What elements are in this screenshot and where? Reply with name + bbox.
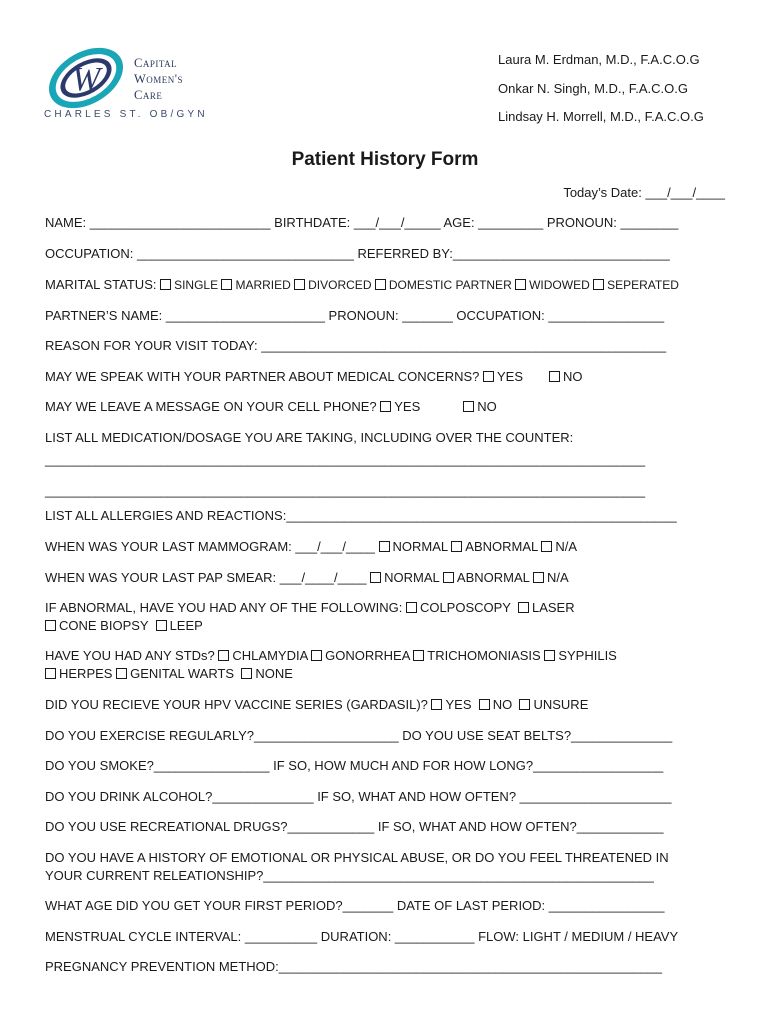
first-period-line[interactable]: WHAT AGE DID YOU GET YOUR FIRST PERIOD?_______ DATE OF LAST PERIOD: ________________ bbox=[45, 898, 665, 913]
doctor-name: Onkar N. Singh, M.D., F.A.C.O.G bbox=[498, 80, 688, 96]
laser-label: LASER bbox=[531, 600, 575, 615]
checkbox-syphilis[interactable] bbox=[544, 650, 555, 661]
checkbox-hpv-yes[interactable] bbox=[431, 699, 442, 710]
mammogram-na-label: N/A bbox=[555, 539, 578, 554]
pap-smear-line bbox=[45, 570, 569, 586]
speak-no-label: NO bbox=[563, 369, 583, 384]
reason-line[interactable]: REASON FOR YOUR VISIT TODAY: ________________________________________________________ bbox=[45, 338, 667, 353]
leep-label: LEEP bbox=[169, 618, 203, 633]
todays-date-field[interactable]: Today’s Date: ___/___/____ bbox=[563, 185, 725, 200]
hpv-line bbox=[45, 697, 588, 713]
checkbox-pap-abnormal[interactable] bbox=[443, 572, 454, 583]
trichomoniasis-label: TRICHOMONIASIS bbox=[427, 648, 541, 663]
checkbox-single[interactable] bbox=[160, 279, 171, 290]
logo-line-1: Capital bbox=[134, 56, 178, 70]
mammogram-label: WHEN WAS YOUR LAST MAMMOGRAM: ___/___/____ bbox=[45, 539, 379, 554]
checkbox-mammogram-normal[interactable] bbox=[379, 541, 390, 552]
abnormal-followup-label: IF ABNORMAL, HAVE YOU HAD ANY OF THE FOLLOWING: bbox=[45, 600, 406, 615]
cycle-line[interactable]: MENSTRUAL CYCLE INTERVAL: __________ DURATION: ___________ FLOW: LIGHT / MEDIUM / HEAVY bbox=[45, 929, 679, 944]
occupation-referred-line[interactable]: OCCUPATION: ______________________________ REFERRED BY:______________________________ bbox=[45, 246, 670, 261]
doctor-name: Laura M. Erdman, M.D., F.A.C.O.G bbox=[498, 52, 700, 67]
gonorrhea-label: GONORRHEA bbox=[325, 648, 410, 663]
checkbox-speak-no[interactable] bbox=[549, 371, 560, 382]
option-married: MARRIED bbox=[235, 278, 291, 292]
pap-label: WHEN WAS YOUR LAST PAP SMEAR: ___/____/____ bbox=[45, 570, 371, 585]
checkbox-chlamydia[interactable] bbox=[218, 650, 229, 661]
marital-status-line bbox=[45, 277, 679, 293]
medication-label: LIST ALL MEDICATION/DOSAGE YOU ARE TAKING, INCLUDING OVER THE COUNTER: bbox=[45, 430, 574, 445]
pap-normal-label: NORMAL bbox=[384, 570, 440, 585]
checkbox-leep[interactable] bbox=[156, 620, 167, 631]
medication-blank-line-2[interactable]: ___________________________________________________________________________________ bbox=[45, 483, 646, 498]
hpv-yes-label: YES bbox=[445, 697, 472, 712]
checkbox-mammogram-abnormal[interactable] bbox=[451, 541, 462, 552]
option-domestic-partner: DOMESTIC PARTNER bbox=[388, 278, 512, 292]
checkbox-none[interactable] bbox=[241, 668, 252, 679]
logo-line-3: Care bbox=[134, 88, 163, 102]
mammogram-line bbox=[45, 539, 577, 555]
alcohol-line[interactable]: DO YOU DRINK ALCOHOL?______________ IF SO, WHAT AND HOW OFTEN? _____________________ bbox=[45, 789, 672, 804]
hpv-label: DID YOU RECIEVE YOUR HPV VACCINE SERIES (GARDASIL)? bbox=[45, 697, 432, 712]
std-line-2 bbox=[45, 666, 293, 682]
mammogram-abnormal-label: ABNORMAL bbox=[465, 539, 538, 554]
speak-partner-line bbox=[45, 369, 583, 385]
leave-message-line bbox=[45, 399, 497, 415]
checkbox-speak-yes[interactable] bbox=[483, 371, 494, 382]
hpv-no-label: NO bbox=[492, 697, 513, 712]
checkbox-widowed[interactable] bbox=[515, 279, 526, 290]
message-yes-label: YES bbox=[394, 399, 421, 414]
checkbox-mammogram-na[interactable] bbox=[541, 541, 552, 552]
abuse-line-1: DO YOU HAVE A HISTORY OF EMOTIONAL OR PHYSICAL ABUSE, OR DO YOU FEEL THREATENED IN bbox=[45, 850, 669, 865]
partner-line[interactable]: PARTNER’S NAME: ______________________ PRONOUN: _______ OCCUPATION: ________________ bbox=[45, 308, 665, 323]
svg-text:W: W bbox=[72, 61, 101, 98]
prevention-line[interactable]: PREGNANCY PREVENTION METHOD:_____________________________________________________ bbox=[45, 959, 662, 974]
mammogram-normal-label: NORMAL bbox=[392, 539, 448, 554]
logo-wordmark bbox=[134, 55, 183, 103]
allergies-line[interactable]: LIST ALL ALLERGIES AND REACTIONS:______________________________________________________ bbox=[45, 508, 677, 523]
leave-message-label: MAY WE LEAVE A MESSAGE ON YOUR CELL PHONE? bbox=[45, 399, 381, 414]
none-label: NONE bbox=[255, 666, 293, 681]
checkbox-hpv-unsure[interactable] bbox=[519, 699, 530, 710]
checkbox-gonorrhea[interactable] bbox=[311, 650, 322, 661]
herpes-label: HERPES bbox=[59, 666, 113, 681]
speak-yes-label: YES bbox=[497, 369, 524, 384]
checkbox-seperated[interactable] bbox=[593, 279, 604, 290]
doctor-list bbox=[498, 46, 704, 132]
medication-blank-line-1[interactable]: ___________________________________________________________________________________ bbox=[45, 452, 646, 467]
checkbox-married[interactable] bbox=[221, 279, 232, 290]
checkbox-message-no[interactable] bbox=[463, 401, 474, 412]
exercise-line[interactable]: DO YOU EXERCISE REGULARLY?____________________ DO YOU USE SEAT BELTS?______________ bbox=[45, 728, 673, 743]
hpv-unsure-label: UNSURE bbox=[533, 697, 589, 712]
checkbox-message-yes[interactable] bbox=[380, 401, 391, 412]
form-title: Patient History Form bbox=[291, 149, 479, 170]
std-line bbox=[45, 648, 617, 664]
doctor-name: Lindsay H. Morrell, M.D., F.A.C.O.G bbox=[498, 109, 704, 124]
pap-abnormal-label: ABNORMAL bbox=[456, 570, 530, 585]
option-divorced: DIVORCED bbox=[308, 278, 372, 292]
std-label: HAVE YOU HAD ANY STDs? bbox=[45, 648, 219, 663]
speak-partner-label: MAY WE SPEAK WITH YOUR PARTNER ABOUT MEDICAL CONCERNS? bbox=[45, 369, 483, 384]
logo-subtitle: CHARLES ST. OB/GYN bbox=[44, 109, 208, 120]
syphilis-label: SYPHILIS bbox=[558, 648, 617, 663]
checkbox-cone-biopsy[interactable] bbox=[45, 620, 56, 631]
option-seperated: SEPERATED bbox=[607, 278, 679, 292]
smoke-line[interactable]: DO YOU SMOKE?________________ IF SO, HOW MUCH AND FOR HOW LONG?__________________ bbox=[45, 758, 664, 773]
colposcopy-label: COLPOSCOPY bbox=[419, 600, 511, 615]
message-no-label: NO bbox=[477, 399, 497, 414]
genital-warts-label: GENITAL WARTS bbox=[130, 666, 235, 681]
name-birthdate-line[interactable]: NAME: _________________________ BIRTHDATE: ___/___/_____ AGE: _________ PRONOUN: ________ bbox=[45, 215, 679, 230]
checkbox-pap-normal[interactable] bbox=[370, 572, 381, 583]
checkbox-colposcopy[interactable] bbox=[406, 602, 417, 613]
checkbox-herpes[interactable] bbox=[45, 668, 56, 679]
marital-label: MARITAL STATUS: bbox=[45, 277, 161, 292]
checkbox-pap-na[interactable] bbox=[533, 572, 544, 583]
chlamydia-label: CHLAMYDIA bbox=[232, 648, 308, 663]
drugs-line[interactable]: DO YOU USE RECREATIONAL DRUGS?____________ IF SO, WHAT AND HOW OFTEN?____________ bbox=[45, 819, 664, 834]
option-widowed: WIDOWED bbox=[529, 278, 590, 292]
abuse-line-2[interactable]: YOUR CURRENT RELEATIONSHIP?______________________________________________________ bbox=[45, 868, 654, 883]
option-single: SINGLE bbox=[174, 278, 219, 292]
checkbox-laser[interactable] bbox=[518, 602, 529, 613]
pap-na-label: N/A bbox=[547, 570, 569, 585]
checkbox-genital-warts[interactable] bbox=[116, 668, 127, 679]
logo-line-2: Women's bbox=[134, 72, 184, 86]
checkbox-divorced[interactable] bbox=[294, 279, 305, 290]
abnormal-followup-line bbox=[45, 600, 575, 616]
cone-biopsy-label: CONE BIOPSY bbox=[59, 618, 149, 633]
checkbox-domestic-partner[interactable] bbox=[375, 279, 386, 290]
abnormal-followup-line-2 bbox=[45, 618, 203, 634]
checkbox-hpv-no[interactable] bbox=[479, 699, 490, 710]
checkbox-trichomoniasis[interactable] bbox=[413, 650, 424, 661]
